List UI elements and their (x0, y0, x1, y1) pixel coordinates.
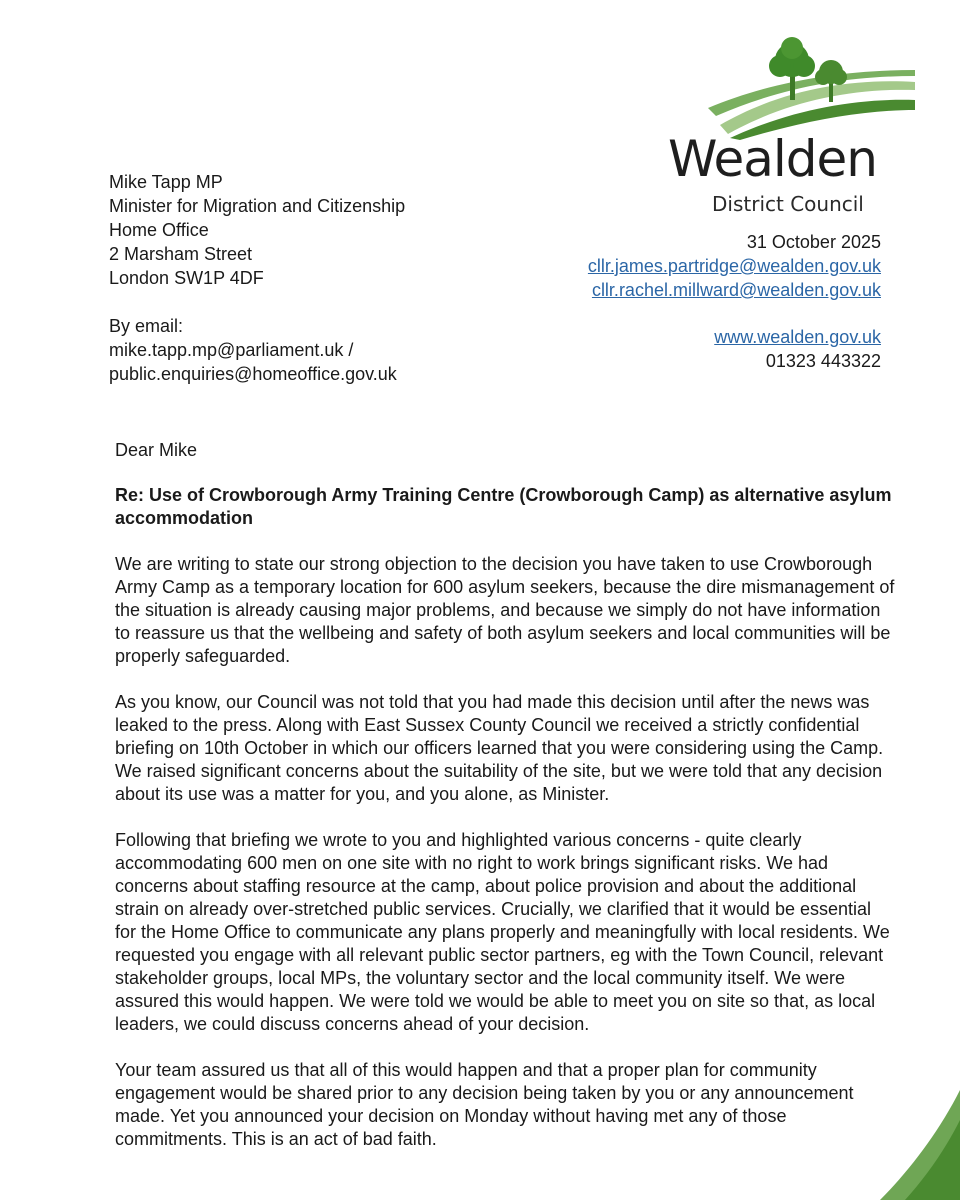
sender-email-link[interactable]: cllr.james.partridge@wealden.gov.uk (587, 256, 881, 276)
recipient-line: Home Office (109, 220, 209, 240)
sender-email-link[interactable]: cllr.rachel.millward@wealden.gov.uk (591, 280, 881, 300)
recipient-line: 2 Marsham Street (109, 244, 253, 264)
letter-date: 31 October 2025 (746, 232, 881, 252)
sender-contact (588, 230, 881, 373)
recipient-line: Minister for Migration and Citizenship (109, 196, 406, 216)
recipient-line: London SW1P 4DF (109, 268, 264, 288)
council-logo (640, 30, 920, 216)
phone-number: 01323 443322 (765, 351, 881, 371)
recipient-email: mike.tapp.mp@parliament.uk / (109, 340, 354, 360)
by-email-label: By email: (109, 316, 184, 336)
recipient-line: Mike Tapp MP (109, 172, 223, 192)
salutation: Dear Mike (115, 440, 198, 460)
logo-brand: Wealden (668, 130, 877, 188)
tree-icon (700, 30, 920, 140)
recipient-email: public.enquiries@homeoffice.gov.uk (109, 364, 397, 384)
logo-subtitle: District Council (712, 192, 864, 216)
paragraph: As you know, our Council was not told that you had made this decision until after the news was leaked to the press. Along with East Sussex County Council we received a strictly confidential briefing on 10th October in which our officers learned that you were considering using the Camp. We raised significant concerns about the suitability of the site, but we were told that any decision about its use was a matter for you, and you alone, as Minister. (115, 692, 884, 804)
subject-line: Re: Use of Crowborough Army Training Centre (Crowborough Camp) as alternative asylum accommodation (115, 485, 892, 528)
by-email-block (109, 314, 397, 386)
corner-swoosh (870, 1090, 960, 1200)
paragraph: Your team assured us that all of this would happen and that a proper plan for community engagement would be shared prior to any decision being taken by you or any announcement made. Yet you announced your decision on Monday without having met any of those commitments. This is an act of bad faith. (115, 1060, 854, 1149)
recipient-address (109, 170, 405, 290)
paragraph: We are writing to state our strong objection to the decision you have taken to use Crowborough Army Camp as a temporary location for 600 asylum seekers, because the dire mismanagement of the situation is already causing major problems, and because we simply do not have information to reassure us that the wellbeing and safety of both asylum seekers and local communities will be properly safeguarded. (115, 554, 895, 666)
paragraph: Following that briefing we wrote to you and highlighted various concerns - quite clearly accommodating 600 men on one site with no right to work brings significant risks. We had concerns about staffing resource at the camp, about police provision and about the additional strain on already over-stretched public services. Crucially, we clarified that it would be essential for the Home Office to communicate any plans properly and meaningfully with local residents. We requested you engage with all relevant public sector partners, eg with the Town Council, relevant stakeholder groups, local MPs, the voluntary sector and the local community itself. We were assured this would happen. We were told we would be able to meet you on site so that, as local leaders, we could discuss concerns ahead of your decision. (115, 830, 890, 1034)
website-link[interactable]: www.wealden.gov.uk (714, 327, 881, 347)
letter-body (115, 439, 895, 1174)
